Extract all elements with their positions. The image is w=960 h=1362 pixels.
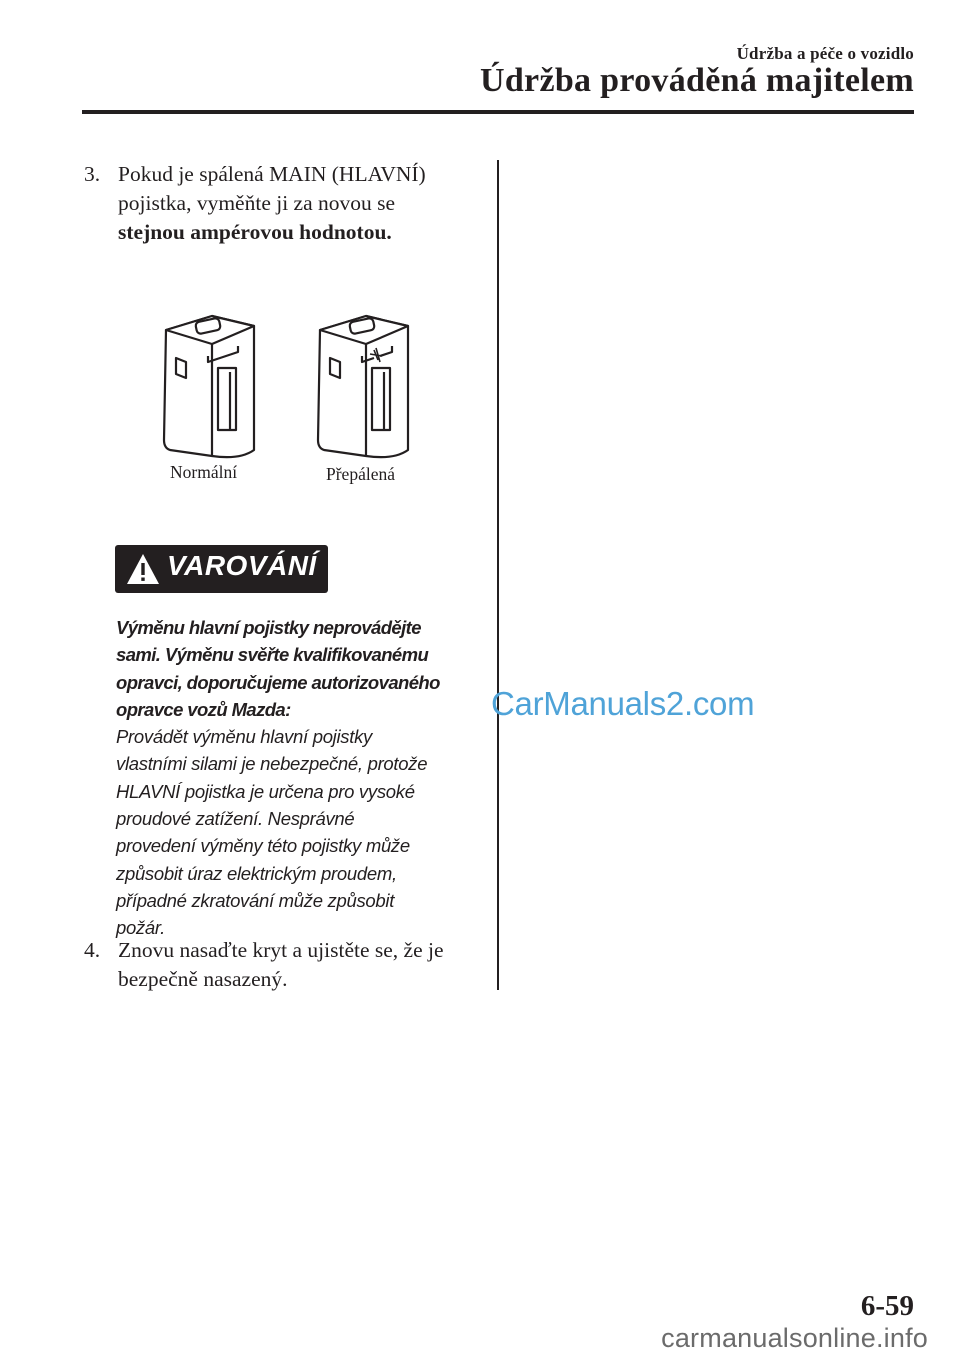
warning-body-line: HLAVNÍ pojistka je určena pro vysoké (116, 780, 415, 802)
warning-body-line: proudové zatížení. Nesprávné (116, 808, 355, 830)
warning-bold-line: sami. Výměnu svěřte kvalifikovanému (116, 644, 429, 666)
warning-banner (115, 545, 328, 593)
step-body (118, 936, 498, 994)
footer-watermark[interactable]: carmanualsonline.info (661, 1323, 928, 1353)
warning-icon (125, 551, 161, 587)
header-section: Údržba a péče o vozidlo (736, 44, 914, 63)
warning-body-line: Provádět výměnu hlavní pojistky (116, 726, 372, 748)
caption-normal: Normální (170, 462, 238, 482)
warning-bold-line: opravce vozů Mazda: (116, 698, 291, 720)
blown-fuse-icon (318, 316, 408, 457)
step-number: 4. (84, 938, 101, 962)
header-divider (82, 110, 914, 114)
column-divider (497, 160, 499, 990)
warning-body-line: požár. (116, 917, 165, 939)
warning-bold-line: Výměnu hlavní pojistky neprovádějte (116, 617, 421, 638)
step-number: 3. (84, 162, 101, 186)
warning-text (116, 614, 486, 942)
page-number: 6-59 (860, 1290, 914, 1322)
step-text-line: bezpečně nasazený. (118, 967, 288, 991)
warning-body-line: vlastními silami je nebezpečné, protože (116, 753, 428, 775)
page-title: Údržba prováděná majitelem (479, 62, 914, 99)
warning-body-line: případné zkratování může způsobit (116, 889, 395, 911)
warning-bold-line: opravci, doporučujeme autorizovaného (116, 671, 440, 693)
step-text-line: pojistka, vyměňte ji za novou se (118, 191, 396, 215)
watermark-link[interactable]: CarManuals2.com (491, 685, 755, 722)
step-text-bold: stejnou ampérovou hodnotou. (118, 220, 392, 244)
step-text-line: Znovu nasaďte kryt a ujistěte se, že je (118, 938, 444, 962)
warning-label: VAROVÁNÍ (167, 550, 317, 581)
step-text-line: Pokud je spálená MAIN (HLAVNÍ) (118, 162, 426, 186)
warning-body-line: provedení výměny této pojistky může (116, 835, 410, 857)
warning-body-line: způsobit úraz elektrickým proudem, (116, 862, 397, 884)
normal-fuse-icon (164, 316, 254, 457)
caption-blown: Přepálená (326, 464, 395, 484)
step-body (118, 160, 498, 247)
